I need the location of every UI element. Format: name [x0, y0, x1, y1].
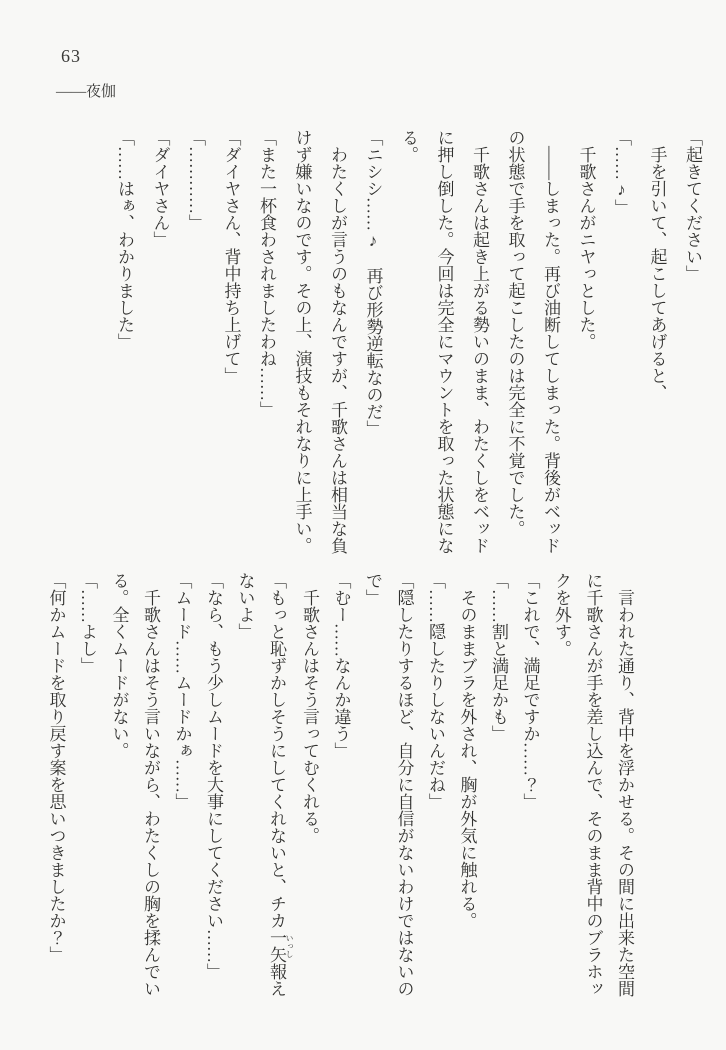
text-block-top: [104, 129, 710, 563]
paragraph: 「ダイヤさん、背中持ち上げて」: [221, 129, 241, 384]
paragraph: 「……♪」: [612, 129, 631, 216]
paragraph: 「なら、もう少しムードを大事にしてください……」: [204, 572, 223, 980]
paragraph: 千歌さんはそう言ってむくれる。: [300, 589, 319, 844]
chapter-title: ——夜伽: [56, 84, 117, 100]
paragraph: そのままブラを外され、胸が外気に触れる。: [457, 589, 477, 929]
paragraph: 手を引いて、起こしてあげると、: [647, 146, 667, 401]
paragraph: 「……よし」: [78, 572, 97, 674]
paragraph: 「起きてください」: [683, 129, 702, 282]
paragraph: 「ニシシ……♪ 再び形勢逆転なのだ」: [363, 129, 383, 437]
paragraph: 千歌さんは起き上がる勢いのまま、わたくしをベッドに押し倒した。今回は完全にマウントを取った状態になる。: [399, 129, 489, 554]
paragraph: 「ダイヤさん」: [150, 129, 170, 248]
page-number: 63: [61, 46, 81, 66]
paragraph: 言われた通り、背中を浮かせる。その間に出来た空間に千歌さんが手を差し込んで、そのまま背中のブラホックを外す。: [552, 572, 634, 997]
paragraph: 「むー……なんか違う」: [331, 572, 351, 759]
paragraph: 「……隠したりしないんだね」: [426, 572, 445, 810]
paragraph: 「ムード……ムードかぁ……」: [172, 572, 192, 810]
text-block-bottom: [38, 572, 640, 1006]
paragraph: 千歌さんがニヤっとした。: [576, 146, 596, 350]
paragraph: 「…………」: [186, 129, 205, 231]
paragraph: ——しまった。再び油断してしまった。背後がベッドの状態で手を取って起こしたのは完全に不覚でした。: [505, 129, 560, 554]
paragraph: 「……はぁ、わかりました」: [115, 129, 134, 350]
paragraph: 「また一杯食わされましたわね……」: [257, 129, 276, 418]
paragraph: わたくしが言うのもなんですが、千歌さんは相当な負けず嫌いなのです。その上、演技もそれなりに上手い。: [292, 129, 347, 554]
paragraph: 「……割と満足かも」: [489, 572, 508, 742]
paragraph: 「もっと恥ずかしそうにしてくれないと、チカ一矢 いっし報えないよ」: [235, 572, 294, 997]
paragraph: 千歌さんはそう言いながら、わたくしの胸を揉んでいる。全くムードがない。: [109, 572, 160, 997]
paragraph: 「これで、満足ですか……？」: [520, 572, 540, 810]
paragraph: 「隠したりするほど、自分に自信がないわけではないので」: [363, 572, 414, 997]
paragraph: 「何かムードを取り戻す案を思いつきましたか？」: [46, 572, 66, 963]
